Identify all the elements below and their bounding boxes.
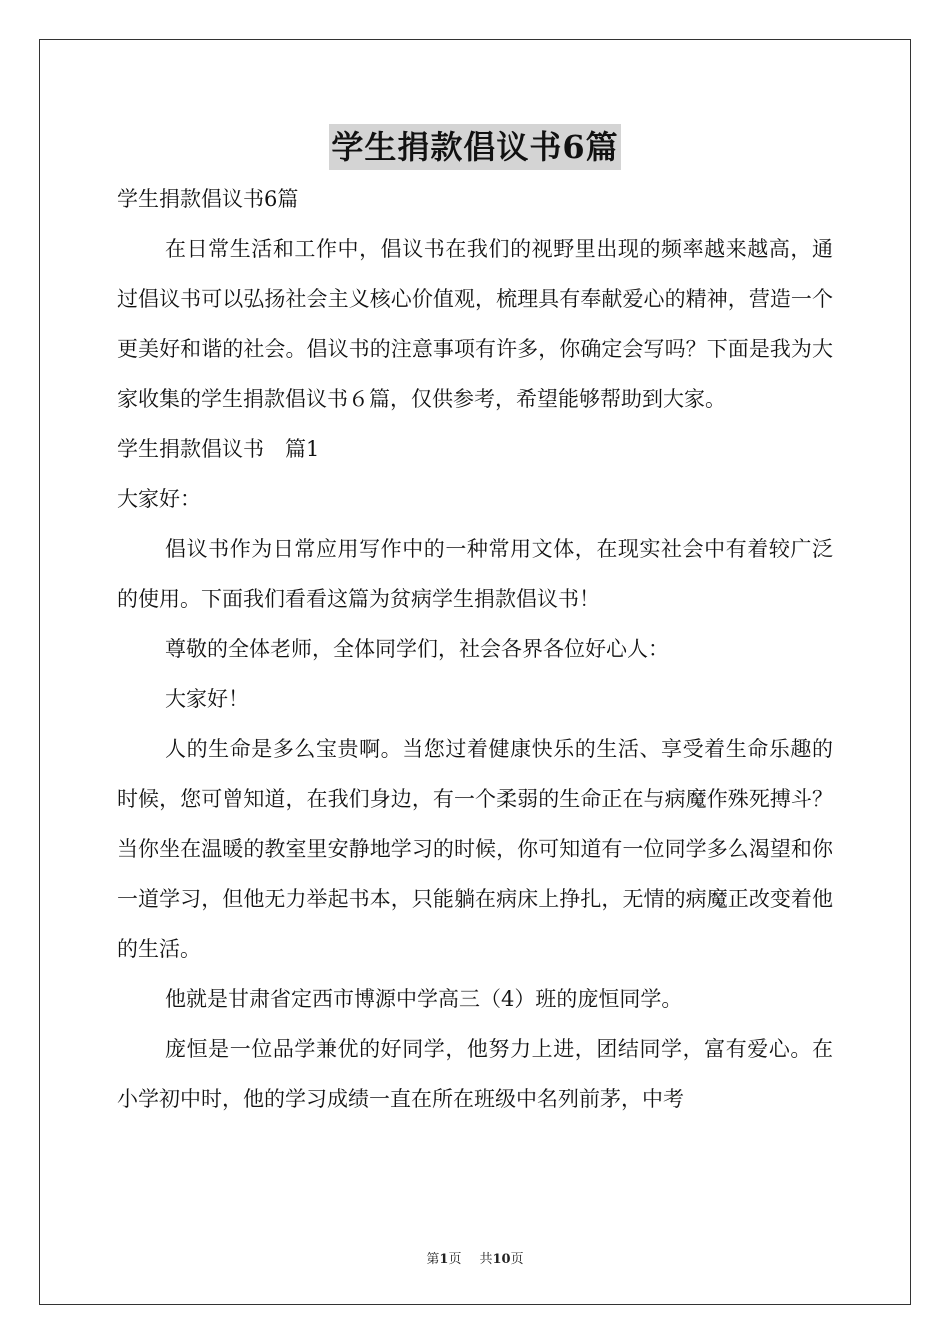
document-body — [117, 174, 833, 1124]
salutation-paragraph: 尊敬的全体老师，全体同学们，社会各界各位好心人： — [165, 637, 669, 661]
body-paragraph: 他就是甘肃省定西市博源中学高三（4）班的庞恒同学。 — [165, 987, 683, 1011]
body-paragraph: 庞恒是一位品学兼优的好同学，他努力上进，团结同学，富有爱心。在小学初中时，他的学习成绩一直在所在班级中名列前茅，中考 — [117, 1037, 833, 1111]
document-title: 学生捐款倡议书6篇 — [329, 124, 620, 170]
page-number: 第1页 — [426, 1252, 462, 1267]
greeting-paragraph: 大家好！ — [165, 687, 249, 711]
greeting-line: 大家好： — [117, 487, 201, 511]
title-container — [0, 124, 950, 170]
subtitle-line: 学生捐款倡议书6篇 — [117, 187, 299, 211]
page-footer — [0, 1248, 950, 1267]
page-total: 共10页 — [479, 1252, 524, 1267]
body-paragraph: 倡议书作为日常应用写作中的一种常用文体，在现实社会中有着较广泛的使用。下面我们看看这篇为贫病学生捐款倡议书！ — [117, 537, 833, 611]
body-paragraph: 人的生命是多么宝贵啊。当您过着健康快乐的生活、享受着生命乐趣的时候，您可曾知道，在我们身边，有一个柔弱的生命正在与病魔作殊死搏斗？当你坐在温暖的教室里安静地学习的时候，你可知道有一位同学多么渴望和你一道学习，但他无力举起书本，只能躺在病床上挣扎，无情的病魔正改变着他的生活。 — [117, 737, 833, 961]
intro-paragraph: 在日常生活和工作中，倡议书在我们的视野里出现的频率越来越高，通过倡议书可以弘扬社会主义核心价值观，梳理具有奉献爱心的精神，营造一个更美好和谐的社会。倡议书的注意事项有许多，你确定会写吗？下面是我为大家收集的学生捐款倡议书６篇，仅供参考，希望能够帮助到大家。 — [117, 237, 833, 411]
section-heading: 学生捐款倡议书 篇1 — [117, 437, 320, 461]
